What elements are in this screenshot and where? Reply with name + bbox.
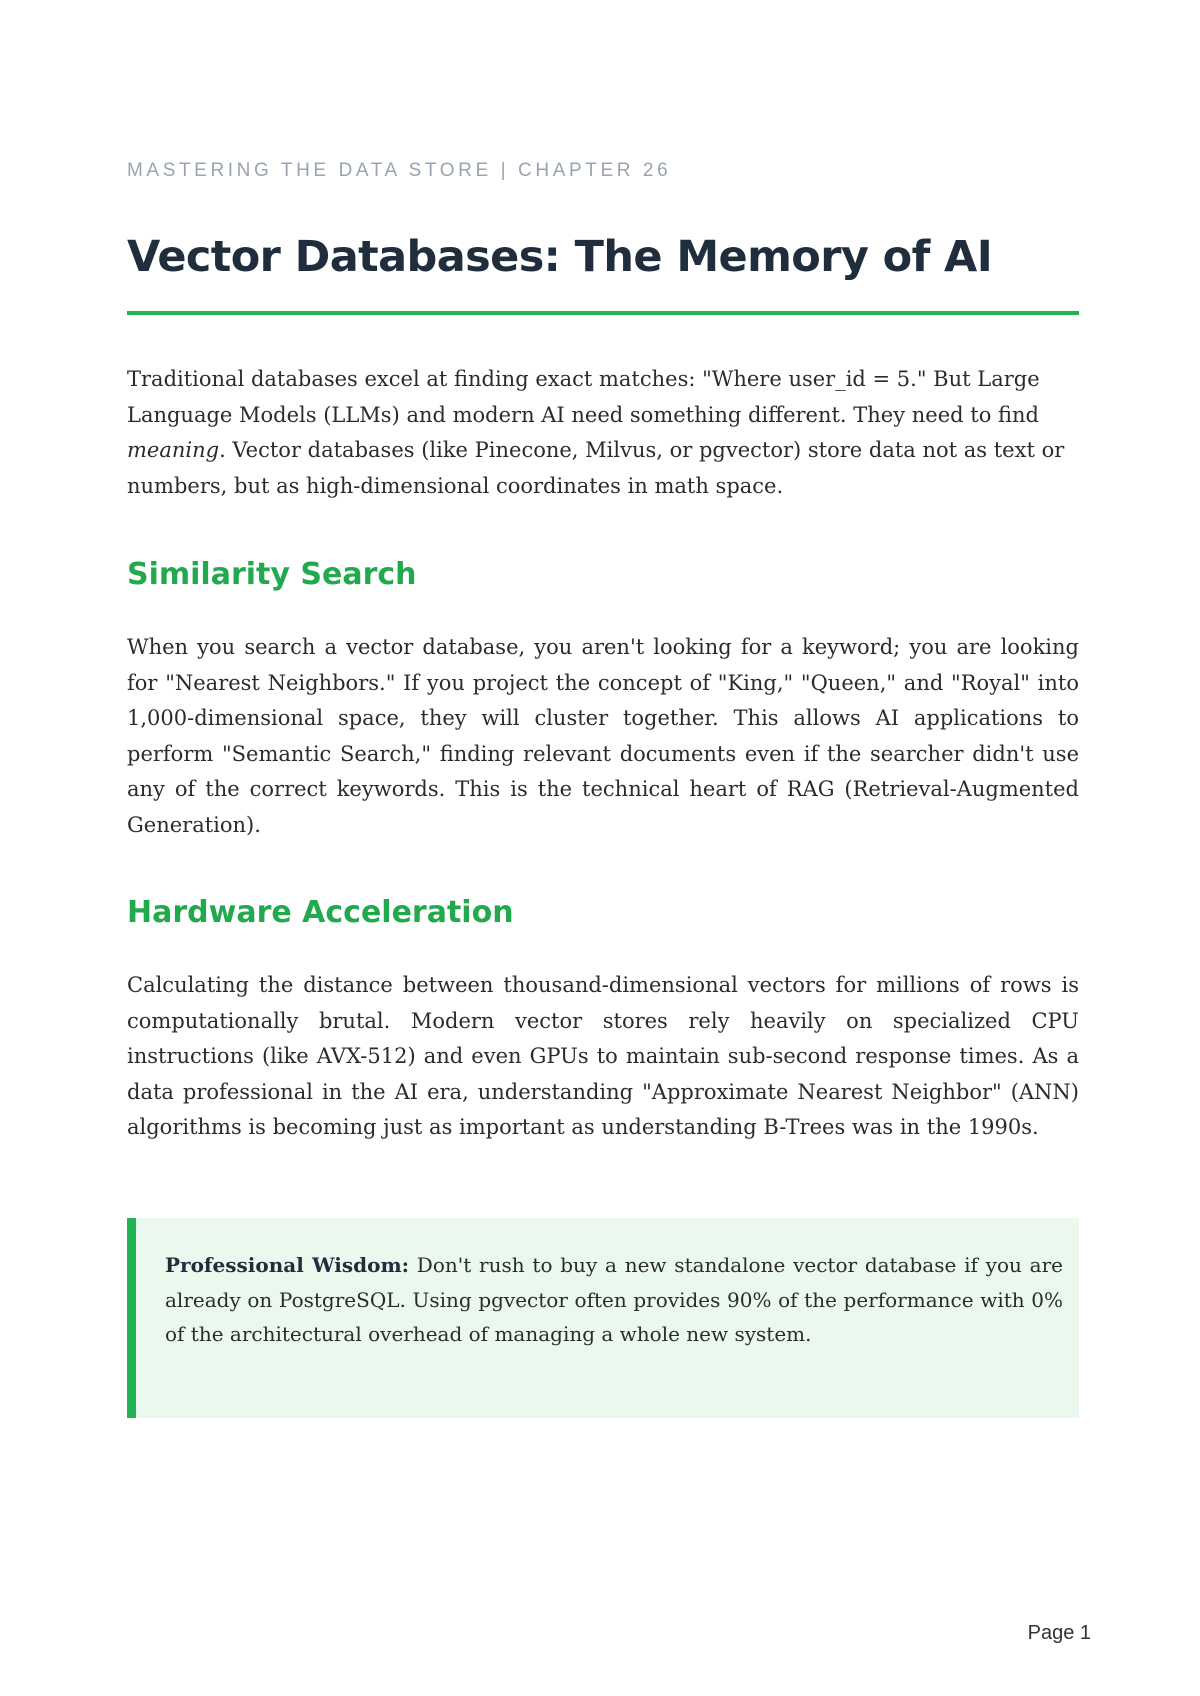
intro-text-end: . Vector databases (like Pinecone, Milvus, or pgvector) store data not as text or numbers, but as high-dimensional coordinates in math space. xyxy=(127,438,1065,498)
section-body-similarity-search: When you search a vector database, you aren't looking for a keyword; you are looking for "Nearest Neighbors." If you project the concept of "King," "Queen," and "Royal" into 1,000-dimensional space, they will cluster together. This allows AI applications to perform "Semantic Search," finding relevant documents even if the searcher didn't use any of the correct keywords. This is the technical heart of RAG (Retrieval-Augmented Generation). xyxy=(127,635,1079,837)
callout-body: Don't rush to buy a new standalone vector database if you are already on PostgreSQL. Using pgvector often provides 90% of the performance with 0% of the architectural overhead of managing a whole new system. xyxy=(165,1253,1063,1346)
section-body-hardware-acceleration: Calculating the distance between thousand-dimensional vectors for millions of rows is computationally brutal. Modern vector stores rely heavily on specialized CPU instructions (like AVX-512) and even GPUs to maintain sub-second response times. As a data professional in the AI era, understanding "Approximate Nearest Neighbor" (ANN) algorithms is becoming just as important as understanding B-Trees was in the 1990s. xyxy=(127,973,1079,1139)
callout-label: Professional Wisdom: xyxy=(165,1253,410,1277)
title-divider xyxy=(127,311,1079,315)
intro-text-start: Traditional databases excel at finding exact matches: "Where user_id = 5." But Large Language Models (LLMs) and modern AI need something different. They need to find xyxy=(127,367,1040,427)
section-heading-similarity-search: Similarity Search xyxy=(127,557,417,592)
professional-wisdom-callout xyxy=(127,1218,1079,1418)
callout-text xyxy=(165,1248,1063,1352)
chapter-eyebrow: MASTERING THE DATA STORE | CHAPTER 26 xyxy=(127,160,672,181)
intro-emphasis: meaning xyxy=(127,438,220,462)
page-title: Vector Databases: The Memory of AI xyxy=(127,232,993,282)
section-heading-hardware-acceleration: Hardware Acceleration xyxy=(127,895,514,930)
page-number: Page 1 xyxy=(1027,1622,1091,1644)
intro-paragraph xyxy=(127,362,1079,504)
